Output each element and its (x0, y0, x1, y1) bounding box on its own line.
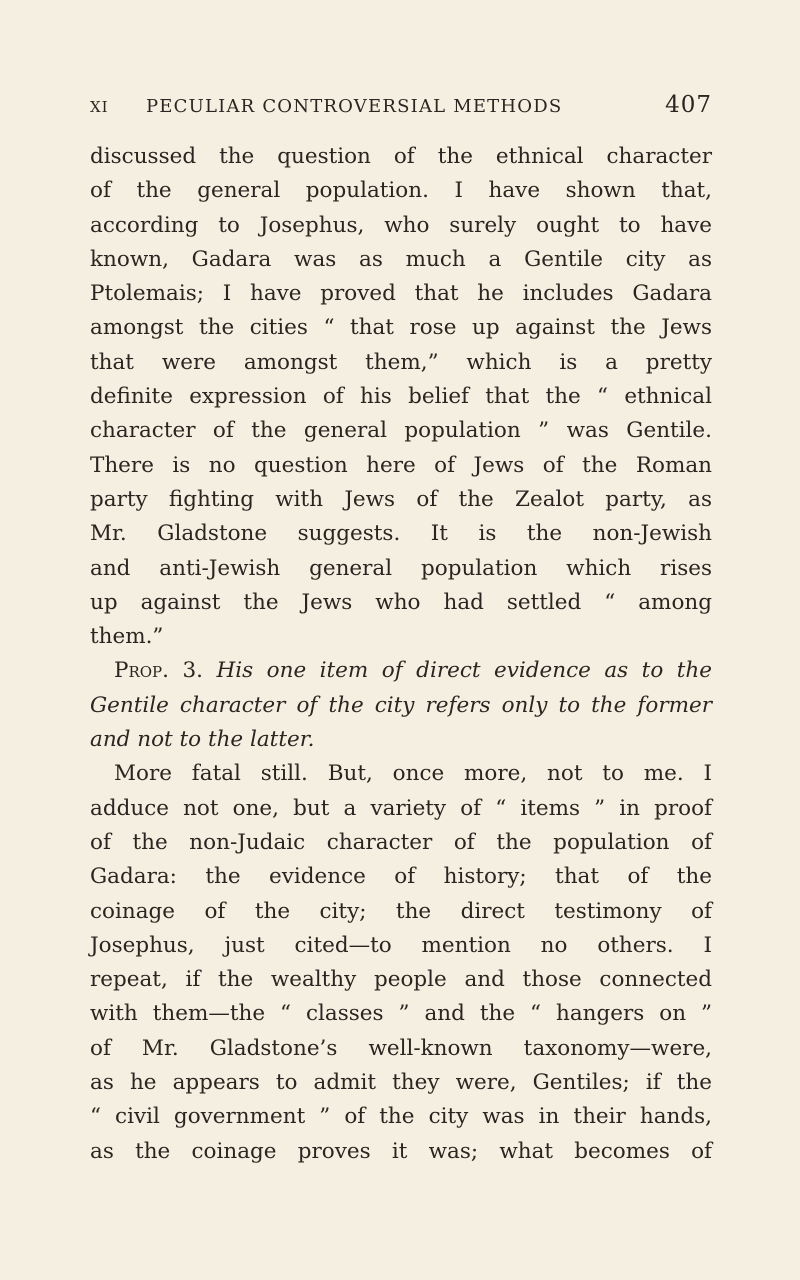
text-line: repeat, if the wealthy people and those connected (90, 967, 712, 993)
running-head (90, 94, 712, 124)
text-line: discussed the question of the ethnical character (90, 144, 712, 169)
proposition-line: and not to the latter. (90, 727, 315, 753)
proposition-label: Prop. 3. (114, 658, 203, 684)
text-line: party fighting with Jews of the Zealot party, as (90, 486, 712, 512)
text-line: and anti-Jewish general population which rises (90, 555, 712, 581)
text-line: Josephus, just cited—to mention no others. I (90, 932, 712, 958)
text-line: of Mr. Gladstone’s well-known taxonomy—were, (90, 1035, 712, 1061)
running-title: PECULIAR CONTROVERSIAL METHODS (146, 96, 563, 117)
text-line: More fatal still. But, once more, not to me. I (114, 761, 712, 787)
text-line: Mr. Gladstone suggests. It is the non-Jewish (90, 521, 712, 547)
text-line: them.” (90, 624, 164, 650)
text-line: known, Gadara was as much a Gentile city as (90, 246, 712, 272)
page-number: 407 (665, 92, 712, 118)
text-line: Ptolemais; I have proved that he includes Gadara (90, 281, 712, 307)
text-line: as he appears to admit they were, Gentiles; if the (90, 1070, 712, 1096)
text-line: with them—the “ classes ” and the “ hangers on ” (90, 1001, 712, 1027)
text-line: up against the Jews who had settled “ among (90, 589, 712, 615)
text-line: that were amongst them,” which is a pretty (90, 349, 712, 375)
text-line: Gadara: the evidence of history; that of the (90, 864, 712, 890)
proposition-line: Gentile character of the city refers only to the former (90, 692, 712, 718)
text-line: amongst the cities “ that rose up against the Jews (90, 315, 712, 341)
text-line: definite expression of his belief that the “ ethnical (90, 384, 712, 410)
proposition-text: His one item of direct evidence as to the (216, 658, 712, 684)
proposition-line (90, 654, 712, 688)
body-text (90, 140, 712, 1169)
text-line: There is no question here of Jews of the Roman (90, 452, 712, 478)
text-line: character of the general population ” was Gentile. (90, 418, 712, 444)
text-line: “ civil government ” of the city was in their hands, (90, 1104, 712, 1130)
text-line: of the non-Judaic character of the population of (90, 829, 712, 855)
text-line: coinage of the city; the direct testimony of (90, 898, 712, 924)
text-line: as the coinage proves it was; what becomes of (90, 1138, 712, 1164)
text-line: of the general population. I have shown that, (90, 178, 712, 204)
chapter-number: XI (90, 98, 109, 116)
text-line: according to Josephus, who surely ought to have (90, 212, 712, 238)
text-line: adduce not one, but a variety of “ items ” in proof (90, 795, 712, 821)
